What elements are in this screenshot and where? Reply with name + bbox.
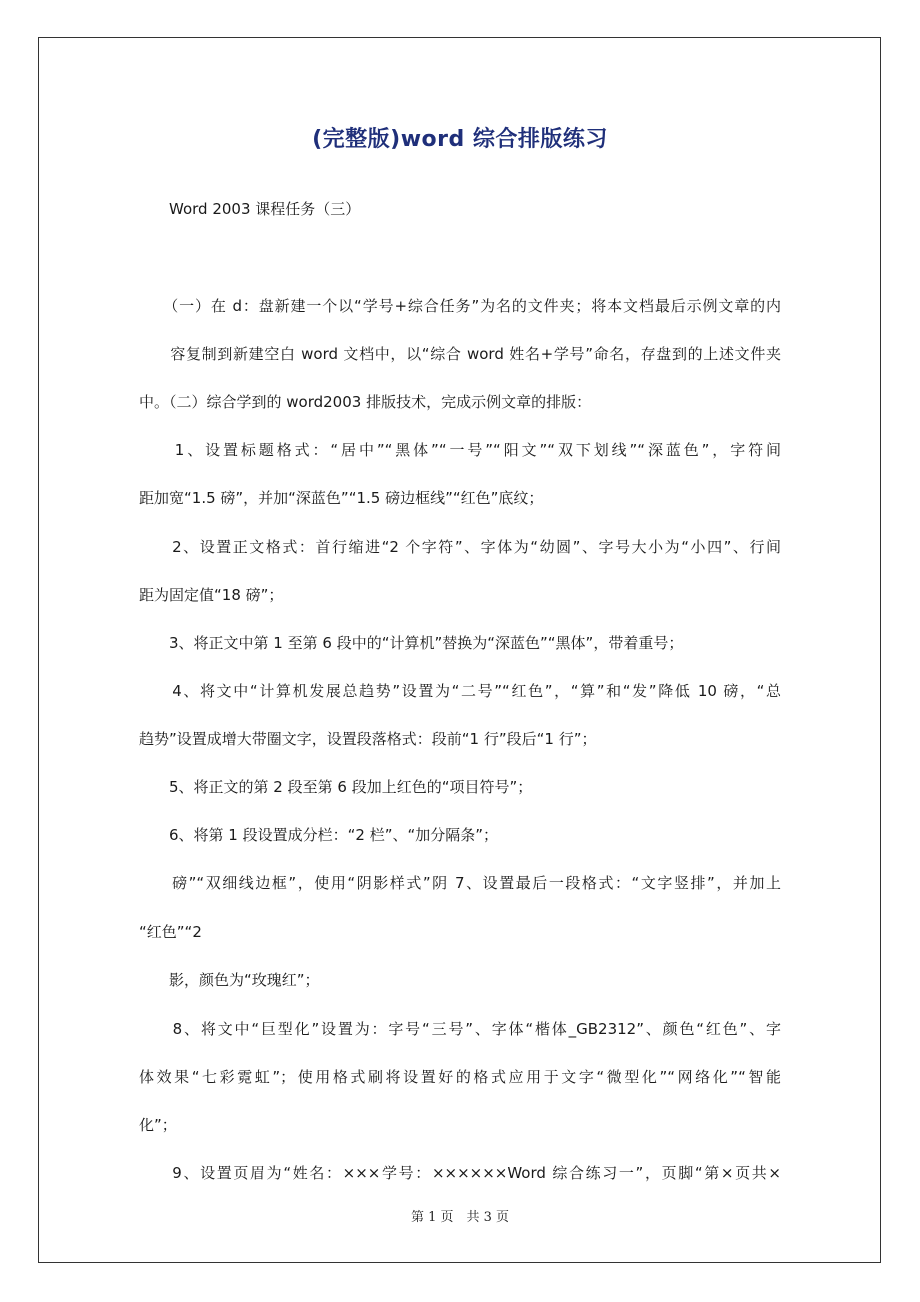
paragraph-line: 5、将正文的第 2 段至第 6 段加上红色的“项目符号”； bbox=[139, 778, 533, 796]
paragraph-line: 2、设置正文格式：首行缩进“2 个字符”、字体为“幼圆”、字号大小为“小四”、行间 bbox=[139, 538, 781, 556]
paragraph-line: 趋势”设置成增大带圈文字，设置段落格式：段前“1 行”段后“1 行”； bbox=[139, 730, 597, 748]
paragraph-line: 容复制到新建空白 word 文档中，以“综合 word 姓名+学号”命名，存盘到的上述文件夹 bbox=[139, 345, 781, 363]
paragraph-line: （一）在 d：盘新建一个以“学号+综合任务”为名的文件夹；将本文档最后示例文章的内 bbox=[139, 297, 781, 315]
paragraph-line: 化”； bbox=[139, 1116, 177, 1134]
page-footer: 第 1 页 共 3 页 bbox=[410, 1210, 510, 1225]
paragraph-line: 中。（二）综合学到的 word2003 排版技术，完成示例文章的排版： bbox=[139, 393, 592, 411]
paragraph-line: 影，颜色为“玫瑰红”； bbox=[139, 971, 320, 989]
paragraph-line: 3、将正文中第 1 至第 6 段中的“计算机”替换为“深蓝色”“黑体”，带着重号； bbox=[139, 634, 684, 652]
paragraph-line: 距为固定值“18 磅”； bbox=[139, 586, 284, 604]
paragraph-line: 8、将文中“巨型化”设置为：字号“三号”、字体“楷体_GB2312”、颜色“红色”、字 bbox=[139, 1020, 781, 1038]
paragraph-line: 1、设置标题格式：“居中”“黑体”“一号”“阳文”“双下划线”“深蓝色”，字符间 bbox=[139, 441, 781, 459]
paragraph-line: 4、将文中“计算机发展总趋势”设置为“二号”“红色”，“算”和“发”降低 10 磅，“总 bbox=[139, 682, 781, 700]
document-title: (完整版)word 综合排版练习 bbox=[312, 127, 608, 152]
paragraph-line: 6、将第 1 段设置成分栏：“2 栏”、“加分隔条”； bbox=[139, 826, 499, 844]
paragraph-line: 距加宽“1.5 磅”，并加“深蓝色”“1.5 磅边框线”“红色”底纹； bbox=[139, 489, 544, 507]
paragraph-line: “红色”“2 bbox=[139, 923, 202, 941]
paragraph-line: 磅”“双细线边框”，使用“阴影样式”阴 7、设置最后一段格式：“文字竖排”，并加上 bbox=[139, 874, 781, 892]
paragraph-line: 9、设置页眉为“姓名：×××学号：××××××Word 综合练习一”，页脚“第×页共× bbox=[139, 1164, 781, 1182]
paragraph-line: Word 2003 课程任务（三） bbox=[139, 200, 361, 218]
paragraph-line: 体效果“七彩霓虹”；使用格式刷将设置好的格式应用于文字“微型化”“网络化”“智能 bbox=[139, 1068, 781, 1086]
